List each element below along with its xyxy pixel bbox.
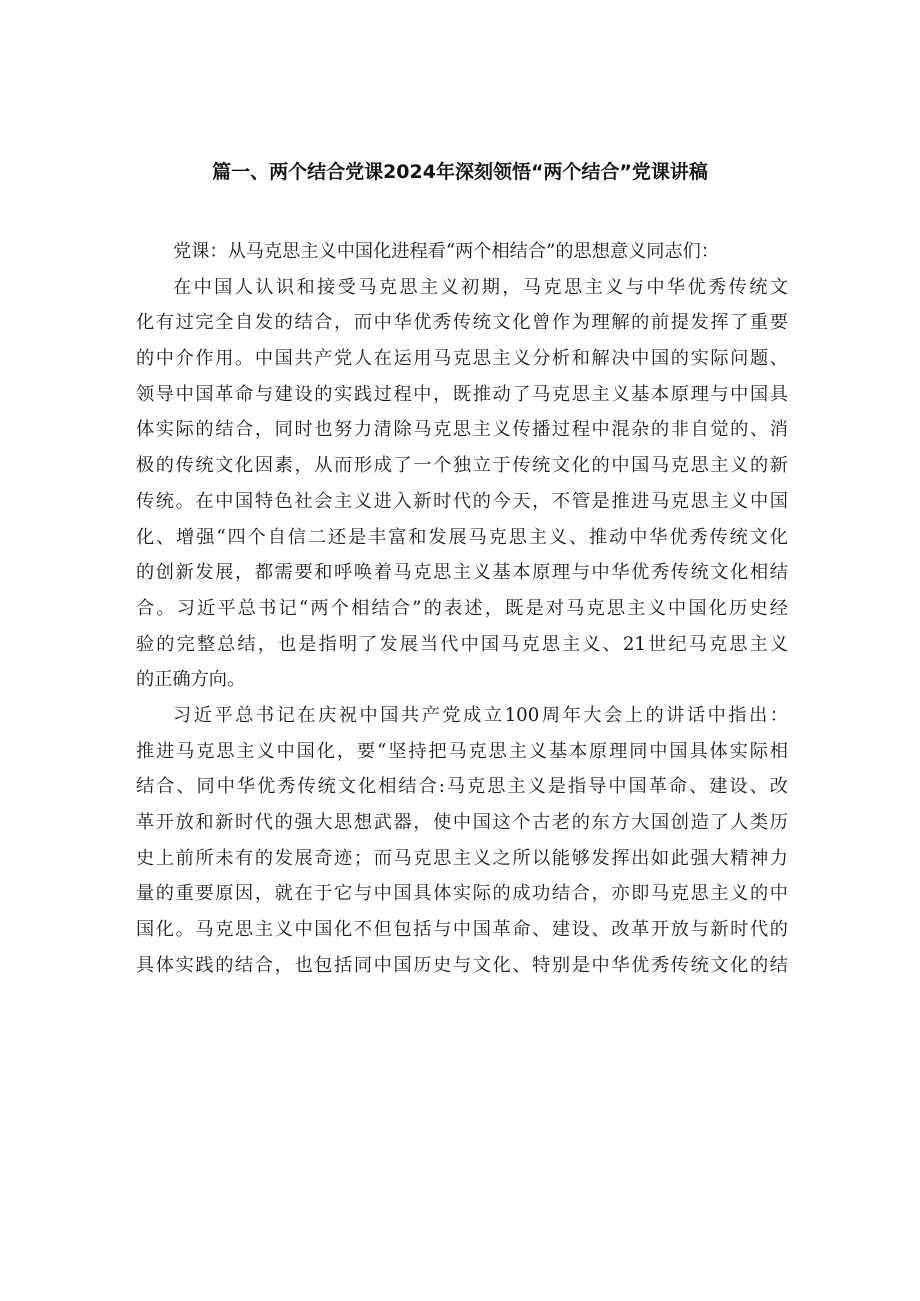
paragraph [136,234,788,270]
text-line: 党课：从马克思主义中国化进程看“两个相结合”的思想意义同志们： [173,241,720,262]
text-line: 极的传统文化因素，从而形成了一个独立于传统文化的中国马克思主义的新 [136,455,788,477]
text-line: 的中介作用。中国共产党人在运用马克思主义分析和解决中国的实际问题、 [136,348,788,370]
text-line: 史上前所未有的发展奇迹；而马克思主义之所以能够发挥出如此强大精神力 [136,847,788,869]
text-line: 传统。在中国特色社会主义进入新时代的今天，不管是推进马克思主义中国 [136,490,788,512]
text-line: 具体实践的结合，也包括同中国历史与文化、特别是中华优秀传统文化的结 [136,954,788,976]
paragraph [136,270,788,698]
text-line: 验的完整总结，也是指明了发展当代中国马克思主义、21世纪马克思主义 [136,633,788,655]
paragraph [136,698,788,984]
document-body [136,234,788,983]
text-line: 合。习近平总书记“两个相结合”的表述，既是对马克思主义中国化历史经 [136,597,788,619]
text-line: 量的重要原因，就在于它与中国具体实际的成功结合，亦即马克思主义的中 [136,883,788,905]
text-line: 领导中国革命与建设的实践过程中，既推动了马克思主义基本原理与中国具 [136,383,788,405]
text-line: 的创新发展，都需要和呼唤着马克思主义基本原理与中华优秀传统文化相结 [136,562,788,584]
text-line: 的正确方向。 [136,669,246,691]
text-line: 结合、同中华优秀传统文化相结合:马克思主义是指导中国革命、建设、改 [136,776,788,798]
text-line: 在中国人认识和接受马克思主义初期，马克思主义与中华优秀传统文 [173,276,788,298]
text-line: 化、增强“四个自信二还是丰富和发展马克思主义、推动中华优秀传统文化 [136,526,788,548]
text-line: 体实际的结合，同时也努力清除马克思主义传播过程中混杂的非自觉的、消 [136,419,788,441]
text-line: 推进马克思主义中国化，要“坚持把马克思主义基本原理同中国具体实际相 [136,740,788,762]
text-line: 习近平总书记在庆祝中国共产党成立100周年大会上的讲话中指出： [173,704,788,726]
text-line: 革开放和新时代的强大思想武器，使中国这个古老的东方大国创造了人类历 [136,812,788,833]
text-line: 化有过完全自发的结合，而中华优秀传统文化曾作为理解的前提发挥了重要 [136,312,788,334]
document-title: 篇一、两个结合党课2024年深刻领悟“两个结合”党课讲稿 [212,161,708,183]
text-line: 国化。马克思主义中国化不但包括与中国革命、建设、改革开放与新时代的 [136,919,788,941]
